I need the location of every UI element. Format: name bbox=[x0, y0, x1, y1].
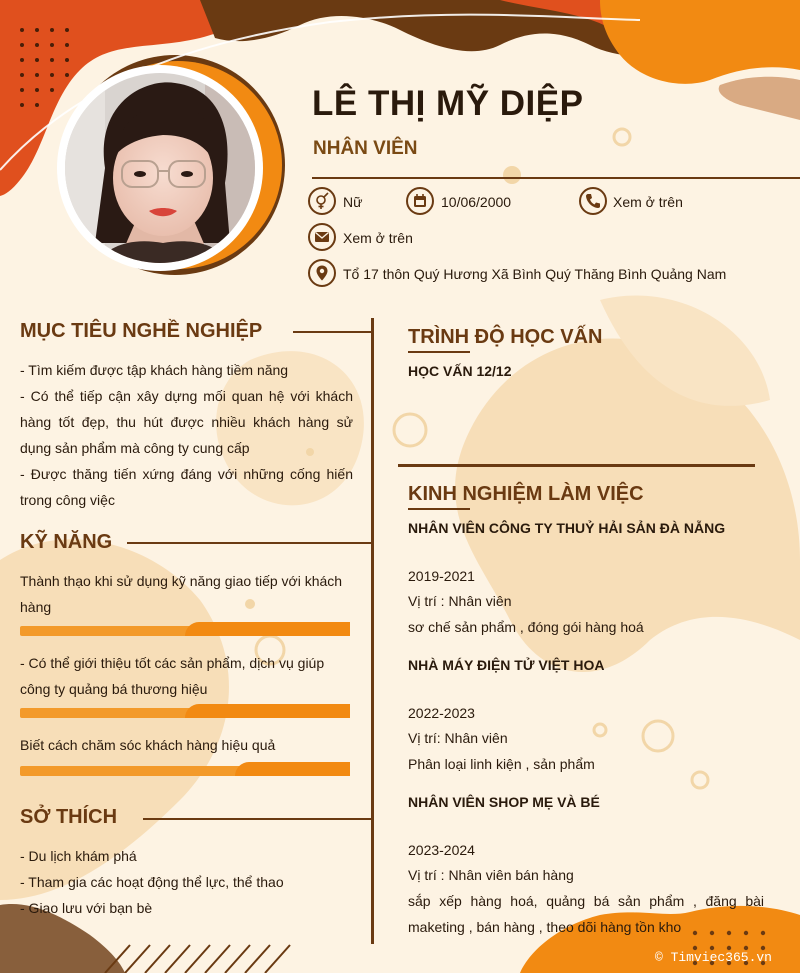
skill-text: Thành thạo khi sử dụng kỹ năng giao tiếp với khách hàng bbox=[20, 573, 343, 615]
skill-level-bar bbox=[20, 762, 350, 776]
contact-email: Xem ở trên bbox=[343, 230, 413, 246]
hobbies-title-rule bbox=[143, 818, 371, 820]
experience-title-underline bbox=[408, 508, 470, 510]
hobby-item: - Tham gia các hoạt động thể lực, thể thao bbox=[20, 874, 284, 890]
job-company: NHÂN VIÊN SHOP MẸ VÀ BÉ bbox=[408, 794, 600, 810]
avatar-photo bbox=[65, 73, 258, 266]
calendar-icon bbox=[406, 187, 434, 215]
skill-text: - Có thể giới thiệu tốt các sản phẩm, dịch vụ giúp công ty quảng bá thương hiệu bbox=[20, 655, 325, 697]
job-period: 2019-2021 bbox=[408, 568, 475, 584]
objective-text bbox=[20, 357, 353, 513]
hobby-item: - Giao lưu với bạn bè bbox=[20, 900, 153, 916]
contact-birthday: 10/06/2000 bbox=[441, 194, 512, 210]
email-icon bbox=[308, 223, 336, 251]
avatar bbox=[62, 70, 258, 266]
objective-line: - Được thăng tiến xứng đáng với những cống hiến trong công việc bbox=[20, 466, 353, 508]
contact-phone: Xem ở trên bbox=[613, 194, 683, 210]
candidate-position: NHÂN VIÊN bbox=[313, 138, 418, 159]
skill-level-bar bbox=[20, 704, 350, 718]
job-description: Phân loại linh kiện , sản phẩm bbox=[408, 756, 595, 772]
objective-title-rule bbox=[293, 331, 371, 333]
skill-bar-fill bbox=[185, 622, 350, 636]
phone-icon bbox=[579, 187, 607, 215]
contact-address: Tổ 17 thôn Quý Hương Xã Bình Quý Thăng Bình Quảng Nam bbox=[343, 266, 727, 282]
job-role: Vị trí : Nhân viên bbox=[408, 593, 512, 609]
section-divider bbox=[398, 464, 755, 467]
hobbies-title: SỞ THÍCH bbox=[20, 806, 118, 828]
job-company: NHÀ MÁY ĐIỆN TỬ VIỆT HOA bbox=[408, 657, 605, 673]
candidate-name: LÊ THỊ MỸ DIỆP bbox=[312, 84, 584, 123]
watermark: © Timviec365.vn bbox=[654, 950, 772, 965]
job-period: 2023-2024 bbox=[408, 842, 475, 858]
contact-divider bbox=[312, 177, 800, 179]
hobbies-list bbox=[20, 843, 350, 921]
location-icon bbox=[308, 259, 336, 287]
job-period: 2022-2023 bbox=[408, 705, 475, 721]
hobby-item: - Du lịch khám phá bbox=[20, 848, 137, 864]
education-level: HỌC VẤN 12/12 bbox=[408, 363, 512, 379]
skill-text: Biết cách chăm sóc khách hàng hiệu quả bbox=[20, 737, 276, 753]
objective-line: - Có thể tiếp cận xây dựng mối quan hệ với khách hàng tốt đẹp, thu hút được nhiều khách hàng sử dụng sản phẩm mà công ty cung cấp bbox=[20, 388, 353, 456]
job-role: Vị trí: Nhân viên bbox=[408, 730, 508, 746]
gender-icon bbox=[308, 187, 336, 215]
education-title: TRÌNH ĐỘ HỌC VẤN bbox=[408, 326, 603, 348]
objective-title: MỤC TIÊU NGHỀ NGHIỆP bbox=[20, 320, 263, 342]
contact-gender: Nữ bbox=[343, 194, 363, 210]
job-company: NHÂN VIÊN CÔNG TY THUỶ HẢI SẢN ĐÀ NẴNG bbox=[408, 520, 726, 536]
job-description: sắp xếp hàng hoá, quảng bá sản phẩm , đăng bài maketing , bán hàng , theo dõi hàng tồn kho bbox=[408, 893, 764, 935]
skills-title: KỸ NĂNG bbox=[20, 531, 113, 553]
skill-bar-fill bbox=[185, 704, 350, 718]
skill-level-bar bbox=[20, 622, 350, 636]
skills-title-rule bbox=[127, 542, 371, 544]
objective-line: - Tìm kiếm được tập khách hàng tiềm năng bbox=[20, 362, 289, 378]
skill-bar-fill bbox=[235, 762, 351, 776]
job-description: sơ chế sản phẩm , đóng gói hàng hoá bbox=[408, 619, 644, 635]
education-title-underline bbox=[408, 351, 470, 353]
experience-title: KINH NGHIỆM LÀM VIỆC bbox=[408, 483, 644, 505]
column-divider bbox=[371, 318, 374, 944]
job-role: Vị trí : Nhân viên bán hàng bbox=[408, 867, 574, 883]
